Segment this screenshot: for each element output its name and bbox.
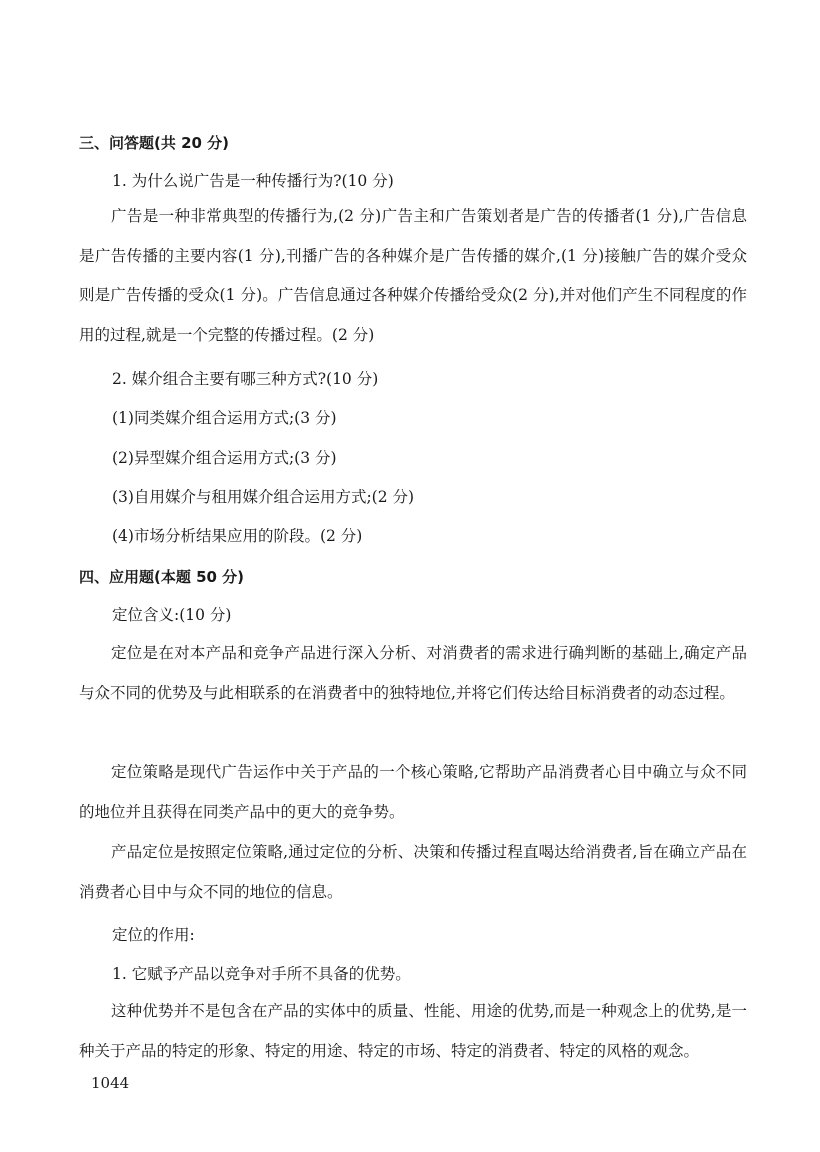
question-2-item: (3)自用媒介与租用媒介组合运用方式;(2 分) <box>112 488 415 506</box>
product-positioning-paragraph: 产品定位是按照定位策略,通过定位的分析、决策和传播过程直喝达给消费者,旨在确立产品在消费者心目中与众不同的地位的信息。 <box>79 843 747 901</box>
definition-paragraph: 定位是在对本产品和竞争产品进行深入分析、对消费者的需求进行确判断的基础上,确定产品与众不同的优势及与此相联系的在消费者中的独特地位,并将它们传达给目标消费者的动态过程。 <box>79 644 747 702</box>
question-1-answer: 广告是一种非常典型的传播行为,(2 分)广告主和广告策划者是广告的传播者(1 分),广告信息是广告传播的主要内容(1 分),刊播广告的各种媒介是广告传播的媒介,(1 分)接触广告的媒介受众则是广告传播的受众(1 分)。广告信息通过各种媒介传播给受众(2 分),并对他们产生不同程度的作用的过程,就是一个完整的传播过程。(2 分) <box>79 207 747 344</box>
question-2-item: (1)同类媒介组合运用方式;(3 分) <box>112 409 337 427</box>
question-2-item: (2)异型媒介组合运用方式;(3 分) <box>112 449 337 467</box>
role-1-title: 1. 它赋予产品以竞争对手所不具备的优势。 <box>112 965 411 983</box>
section-3-heading: 三、问答题(共 20 分) <box>79 134 230 152</box>
role-1-paragraph: 这种优势并不是包含在产品的实体中的质量、性能、用途的优势,而是一种观念上的优势,是一种关于产品的特定的形象、特定的用途、特定的市场、特定的消费者、特定的风格的观念。 <box>79 1002 747 1060</box>
strategy-paragraph: 定位策略是现代广告运作中关于产品的一个核心策略,它帮助产品消费者心目中确立与众不同的地位并且获得在同类产品中的更大的竞争势。 <box>79 763 747 821</box>
role-label: 定位的作用: <box>112 926 195 944</box>
section-4-heading: 四、应用题(本题 50 分) <box>79 568 245 586</box>
page-number: 1044 <box>91 1074 130 1092</box>
question-2-title: 2. 媒介组合主要有哪三种方式?(10 分) <box>112 370 379 388</box>
question-1-title: 1. 为什么说广告是一种传播行为?(10 分) <box>112 172 394 190</box>
question-2-item: (4)市场分析结果应用的阶段。(2 分) <box>112 527 363 545</box>
definition-label: 定位含义:(10 分) <box>112 606 232 624</box>
